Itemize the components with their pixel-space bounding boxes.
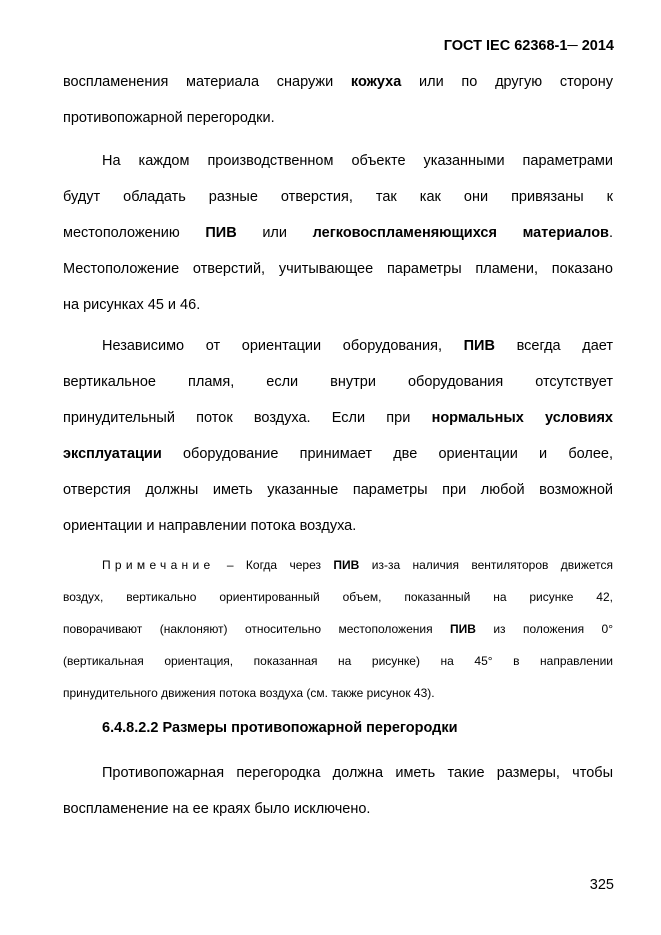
term-piv: ПИВ — [205, 225, 237, 241]
paragraph-2: На каждом производственном объекте указанными параметрами будут обладать разные отверстия, так как они привязаны к местоположению ПИВ или легковоспламеняющихся материалов. Местоположение отверстий, учитывающее параметры пламени, показано на рисунках 45 и 46. — [63, 153, 614, 313]
page-number: 325 — [589, 877, 614, 893]
note-block: Примечание – Когда через ПИВ из-за наличия вентиляторов движется воздух, вертикально ориентированный объем, показанный на рисунке 42, поворачивают (наклоняют) относительно местоположения ПИВ из положения 0° (вертикальная ориентация, показанная на рисунке) на 45° в направлении принудительного движения потока воздуха (см. также рисунок 43). — [63, 558, 613, 700]
term-piv: ПИВ — [463, 338, 495, 354]
document-header: ГОСТ IEC 62368-1─ 2014 — [443, 38, 614, 54]
note-label: Примечание — [102, 558, 215, 572]
term-kozhukh: кожуха — [350, 74, 402, 90]
term-materials: материалов — [522, 225, 609, 241]
paragraph-1: воспламенения материала снаружи кожуха или по другую сторону противопожарной перегородки. — [63, 74, 613, 126]
section-heading: 6.4.8.2.2 Размеры противопожарной перегородки — [102, 720, 458, 736]
paragraph-3: Независимо от ориентации оборудования, ПИВ всегда дает вертикальное пламя, если внутри оборудования отсутствует принудительный поток воздуха. Если при нормальных условиях эксплуатации оборудование принимает две ориентации и более, отверстия должны иметь указанные параметры при любой возможной ориентации и направлении потока воздуха. — [63, 338, 614, 534]
term-operation: эксплуатации — [63, 446, 162, 462]
term-normal-conditions: нормальных условиях — [431, 410, 613, 426]
term-flammable: легковоспламеняющихся — [312, 225, 497, 241]
paragraph-4: Противопожарная перегородка должна иметь такие размеры, чтобы воспламенение на ее краях было исключено. — [63, 765, 613, 817]
